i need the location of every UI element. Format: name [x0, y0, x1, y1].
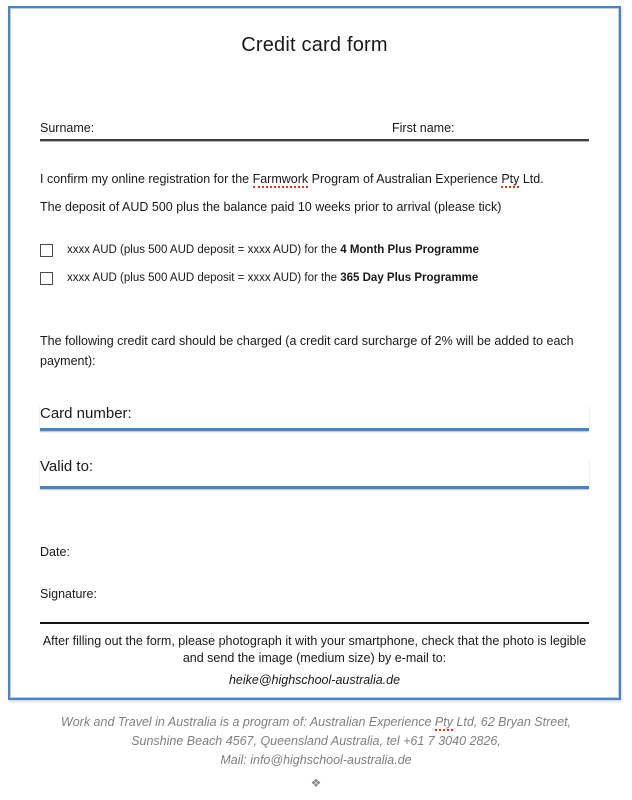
farmwork-spellcheck-word: Farmwork: [252, 172, 309, 186]
option-label-365-day: [67, 272, 478, 284]
intro-text-pre: I confirm my online registration for the: [40, 172, 253, 186]
footer-line1-pre: Work and Travel in Australia is a program of: Australian Experience: [60, 715, 435, 729]
option-bold-4-month: 4 Month Plus Programme: [340, 244, 479, 256]
surname-label: Surname:: [40, 121, 95, 135]
valid-to-label: Valid to:: [40, 458, 94, 475]
surcharge-note: The following credit card should be charged (a credit card surcharge of 2% will be added to each payment):: [40, 334, 574, 368]
card-number-field[interactable]: [40, 405, 589, 431]
signature-separator-line: [40, 622, 589, 624]
signature-label: Signature:: [40, 587, 97, 601]
footer-line1-post: Ltd, 62 Bryan Street,: [452, 715, 572, 729]
option-row-4-month: [40, 243, 589, 257]
footer-pty-spellcheck-word: Pty: [434, 715, 453, 729]
option-text-4-month: xxxx AUD (plus 500 AUD deposit = xxxx AUD) for the: [67, 244, 341, 256]
first-name-label: First name:: [392, 121, 455, 135]
diamond-ornament-icon: ❖: [310, 776, 322, 790]
pty-spellcheck-word: Pty: [501, 172, 520, 186]
date-field[interactable]: [40, 545, 589, 559]
photo-instructions: After filling out the form, please photograph it with your smartphone, check that the photo is legible and send the image (medium size) by e-mail to:: [42, 634, 587, 665]
programme-options: [40, 243, 589, 285]
credit-card-form-box: [8, 6, 621, 700]
option-text-365-day: xxxx AUD (plus 500 AUD deposit = xxxx AUD) for the: [67, 272, 341, 284]
date-label: Date:: [40, 545, 70, 559]
option-row-365-day: [40, 271, 589, 285]
option-label-4-month: [67, 244, 479, 256]
contact-email: heike@highschool-australia.de: [228, 673, 401, 687]
card-number-label: Card number:: [40, 405, 132, 422]
signature-field[interactable]: [40, 587, 589, 601]
option-bold-365-day: 365 Day Plus Programme: [340, 272, 479, 284]
valid-to-field[interactable]: [40, 458, 589, 489]
intro-text-post: Ltd.: [519, 172, 544, 186]
footer-mail-line: Mail: info@highschool-australia.de: [220, 753, 412, 767]
checkbox-4-month-plus[interactable]: [40, 244, 53, 257]
footer-line2: Sunshine Beach 4567, Queensland Australia, tel +61 7 3040 2826,: [131, 734, 501, 748]
name-fields-row: [40, 121, 589, 141]
company-footer: [0, 713, 632, 770]
form-title: Credit card form: [241, 34, 388, 56]
registration-confirmation-text: [40, 165, 589, 221]
deposit-text: The deposit of AUD 500 plus the balance paid 10 weeks prior to arrival (please tick): [40, 200, 502, 214]
checkbox-365-day-plus[interactable]: [40, 272, 53, 285]
intro-text-mid: Program of Australian Experience: [308, 172, 502, 186]
